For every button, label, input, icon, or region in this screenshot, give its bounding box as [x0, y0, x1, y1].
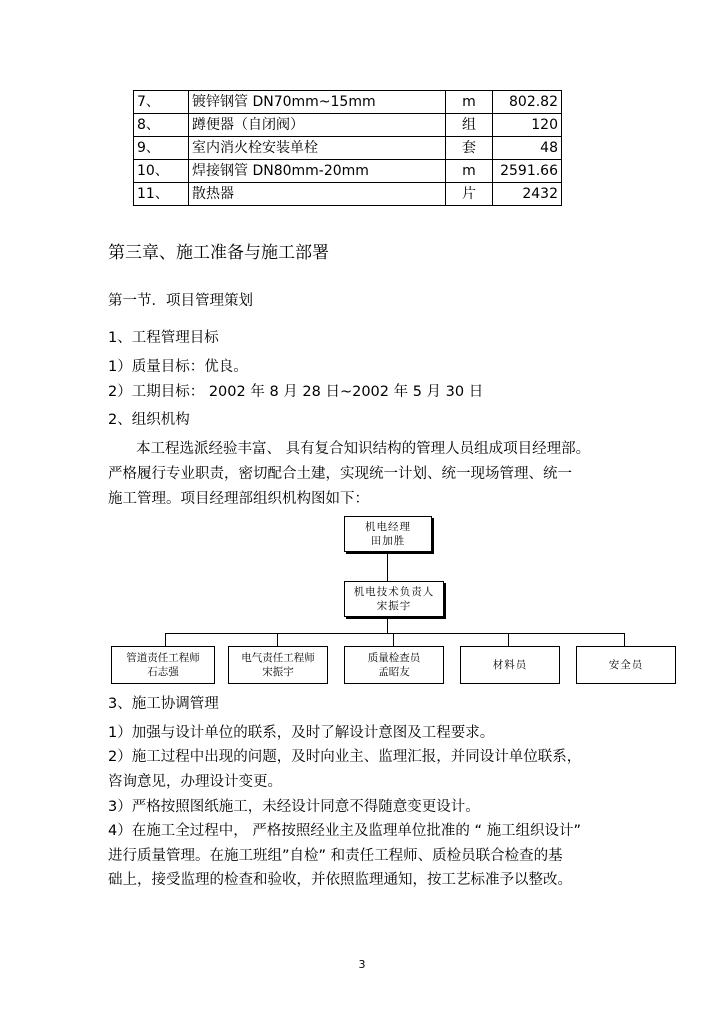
quantity: 48	[493, 137, 562, 160]
material-name: 蹲便器（自闭阀）	[189, 114, 446, 137]
material-name: 散热器	[189, 183, 446, 206]
chapter-title: 第三章、施工准备与施工部署	[108, 243, 329, 263]
coord-line: 1）加强与设计单位的联系，及时了解设计意图及工程要求。	[108, 725, 495, 741]
org-role: 质量检查员	[367, 652, 421, 664]
org-person: 石志强	[147, 666, 179, 678]
materials-table	[133, 90, 562, 206]
connector-line	[165, 633, 624, 634]
material-name: 镀锌钢管 DN70mm~15mm	[189, 91, 446, 114]
material-name: 焊接钢管 DN80mm-20mm	[189, 160, 446, 183]
org-paragraph-line: 严格履行专业职责，密切配合土建，实现统一计划、统一现场管理、统一	[108, 466, 572, 482]
coord-line: 2）施工过程中出现的问题，及时向业主、监理汇报，并同设计单位联系，	[108, 749, 582, 765]
org-paragraph-line: 施工管理。项目经理部组织机构图如下：	[108, 491, 369, 507]
org-role: 安全员	[608, 659, 644, 671]
table-row	[134, 137, 562, 160]
org-box-material-clerk	[460, 646, 560, 684]
connector-line	[387, 551, 388, 581]
org-box-electrical-engineer	[228, 646, 328, 684]
unit: 组	[446, 114, 493, 137]
quantity: 120	[493, 114, 562, 137]
goal-heading: 1、工程管理目标	[108, 330, 219, 346]
coord-line: 3）严格按照图纸施工，未经设计同意不得随意变更设计。	[108, 799, 480, 815]
org-box-pipe-engineer	[111, 646, 215, 684]
org-role: 机电经理	[365, 521, 411, 533]
material-name: 室内消火栓安装单栓	[189, 137, 446, 160]
unit: 套	[446, 137, 493, 160]
org-box-safety-officer	[576, 646, 676, 684]
connector-line	[508, 633, 509, 646]
org-box-quality-inspector	[344, 646, 444, 684]
unit: m	[446, 91, 493, 114]
coord-heading: 3、施工协调管理	[108, 696, 219, 712]
table-row	[134, 91, 562, 114]
row-number: 9、	[134, 137, 189, 160]
quantity: 2432	[493, 183, 562, 206]
goal-quality: 1）质量目标：优良。	[108, 359, 248, 375]
org-paragraph-line: 本工程选派经验丰富、 具有复合知识结构的管理人员组成项目经理部。	[136, 441, 591, 457]
section-title: 第一节．项目管理策划	[108, 293, 253, 309]
quantity: 802.82	[493, 91, 562, 114]
org-role: 电气责任工程师	[241, 652, 315, 664]
coord-line: 进行质量管理。在施工班组”自检” 和责任工程师、质检员联合检查的基	[108, 848, 563, 864]
row-number: 7、	[134, 91, 189, 114]
org-role: 管道责任工程师	[126, 652, 200, 664]
connector-line	[165, 633, 166, 646]
unit: m	[446, 160, 493, 183]
table-row	[134, 114, 562, 137]
org-role: 材料员	[492, 659, 528, 671]
org-person: 孟昭友	[378, 666, 410, 678]
org-heading: 2、组织机构	[108, 412, 190, 428]
org-person: 田加胜	[370, 535, 406, 547]
quantity: 2591.66	[493, 160, 562, 183]
row-number: 8、	[134, 114, 189, 137]
connector-line	[624, 633, 625, 646]
coord-line: 咨询意见，办理设计变更。	[108, 774, 282, 790]
page-number: 3	[358, 958, 366, 971]
unit: 片	[446, 183, 493, 206]
table-row	[134, 160, 562, 183]
org-person: 宋振宇	[376, 600, 412, 612]
connector-line	[277, 633, 278, 646]
row-number: 11、	[134, 183, 189, 206]
coord-line: 础上，接受监理的检查和验收，并依照监理通知，按工艺标准予以整改。	[108, 872, 572, 888]
org-box-tech-lead	[344, 581, 444, 617]
org-role: 机电技术负责人	[353, 586, 435, 598]
connector-line	[387, 616, 388, 633]
goal-schedule: 2）工期目标： 2002 年 8 月 28 日~2002 年 5 月 30 日	[108, 384, 484, 400]
table-row	[134, 183, 562, 206]
org-box-manager	[344, 516, 432, 552]
connector-line	[393, 633, 394, 646]
org-person: 宋振宇	[262, 666, 294, 678]
coord-line: 4）在施工全过程中， 严格按照经业主及监理单位批准的 “ 施工组织设计”	[108, 823, 582, 839]
row-number: 10、	[134, 160, 189, 183]
